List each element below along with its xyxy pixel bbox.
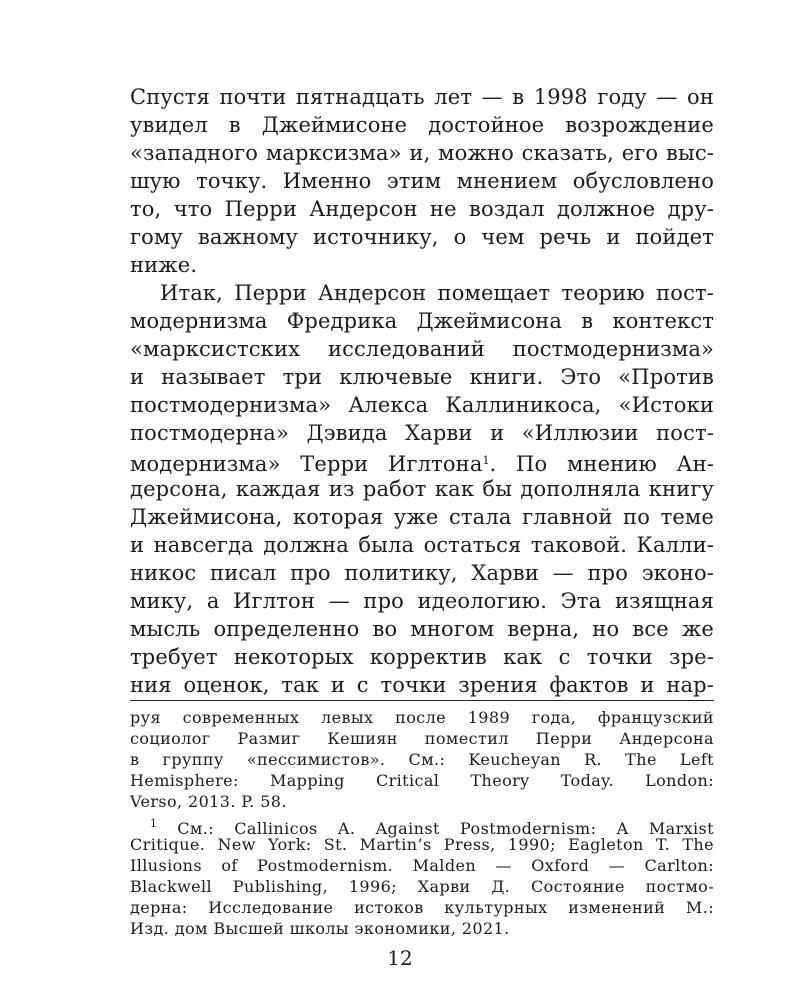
body-line: Джеймисона, которая уже стала главной по теме xyxy=(130,505,714,529)
footnote-line: руя современных левых после 1989 года, французский xyxy=(130,708,714,727)
footnote-separator xyxy=(130,700,714,701)
page-number: 12 xyxy=(387,946,413,970)
body-line: увидел в Джеймисоне достойное возрождение xyxy=(130,113,714,137)
body-line: ниже. xyxy=(130,253,198,277)
body-line: ния оценок, так и с точки зрения фактов и нар- xyxy=(130,673,714,697)
body-line: «западного марксизма» и, можно сказать, его выс- xyxy=(130,141,714,165)
body-line: гому важному источнику, о чем речь и пойдет xyxy=(130,225,714,249)
body-line: никос писал про политику, Харви — про эконо- xyxy=(130,561,714,585)
footnote-line: Изд. дом Высшей школы экономики, 2021. xyxy=(130,919,510,938)
body-line: модернизма Фредрика Джеймисона в контекст xyxy=(130,309,714,333)
body-line: «марксистских исследований постмодернизма» xyxy=(130,337,714,361)
body-line: и навсегда должна была остаться таковой. Калли- xyxy=(130,533,714,557)
body-line: дерсона, каждая из работ как бы дополняла книгу xyxy=(130,477,714,501)
body-line-tail: . По мнению Ан- xyxy=(489,452,714,476)
body-line-with-footnote-ref xyxy=(130,447,714,475)
footnote-1-start xyxy=(150,814,714,838)
body-line: постмодерна» Дэвида Харви и «Иллюзии пост- xyxy=(130,421,714,445)
footnote-line: Verso, 2013. P. 58. xyxy=(130,792,287,811)
body-line-paragraph-start: Итак, Перри Андерсон помещает теорию пост- xyxy=(160,281,714,305)
footnote-line-text: См.: Callinicos A. Against Postmodernism: A Marxist xyxy=(177,819,714,838)
body-line: мику, а Иглтон — про идеологию. Эта изящная xyxy=(130,589,714,613)
body-line: Спустя почти пятнадцать лет — в 1998 году — он xyxy=(130,85,714,109)
footnote-line: Blackwell Publishing, 1996; Харви Д. Состояние постмо- xyxy=(130,877,714,896)
body-line: мысль определенно во многом верна, но все же xyxy=(130,617,714,641)
footnote-marker: 1 xyxy=(150,817,157,830)
body-line: то, что Перри Андерсон не воздал должное дру- xyxy=(130,197,714,221)
footnote-line: дерна: Исследование истоков культурных изменений М.: xyxy=(130,898,714,917)
body-line: постмодернизма» Алекса Каллиникоса, «Истоки xyxy=(130,393,714,417)
body-line: и называет три ключевые книги. Это «Против xyxy=(130,365,714,389)
footnote-line: в группу «пессимистов». См.: Keucheyan R. The Left xyxy=(130,750,714,769)
footnote-line: Critique. New York: St. Martin’s Press, 1990; Eagleton T. The xyxy=(130,835,714,854)
body-line: требует некоторых корректив как с точки зре- xyxy=(130,645,714,669)
footnote-line: Illusions of Postmodernism. Malden — Oxford — Carlton: xyxy=(130,856,714,875)
body-line: шую точку. Именно этим мнением обусловлено xyxy=(130,169,714,193)
footnote-reference[interactable]: 1 xyxy=(482,454,490,467)
body-line-head: модернизма» Терри Иглтона xyxy=(130,452,483,476)
footnote-line: социолог Размиг Кешиян поместил Перри Андерсона xyxy=(130,729,714,748)
footnote-line: Hemisphere: Mapping Critical Theory Today. London: xyxy=(130,771,714,790)
